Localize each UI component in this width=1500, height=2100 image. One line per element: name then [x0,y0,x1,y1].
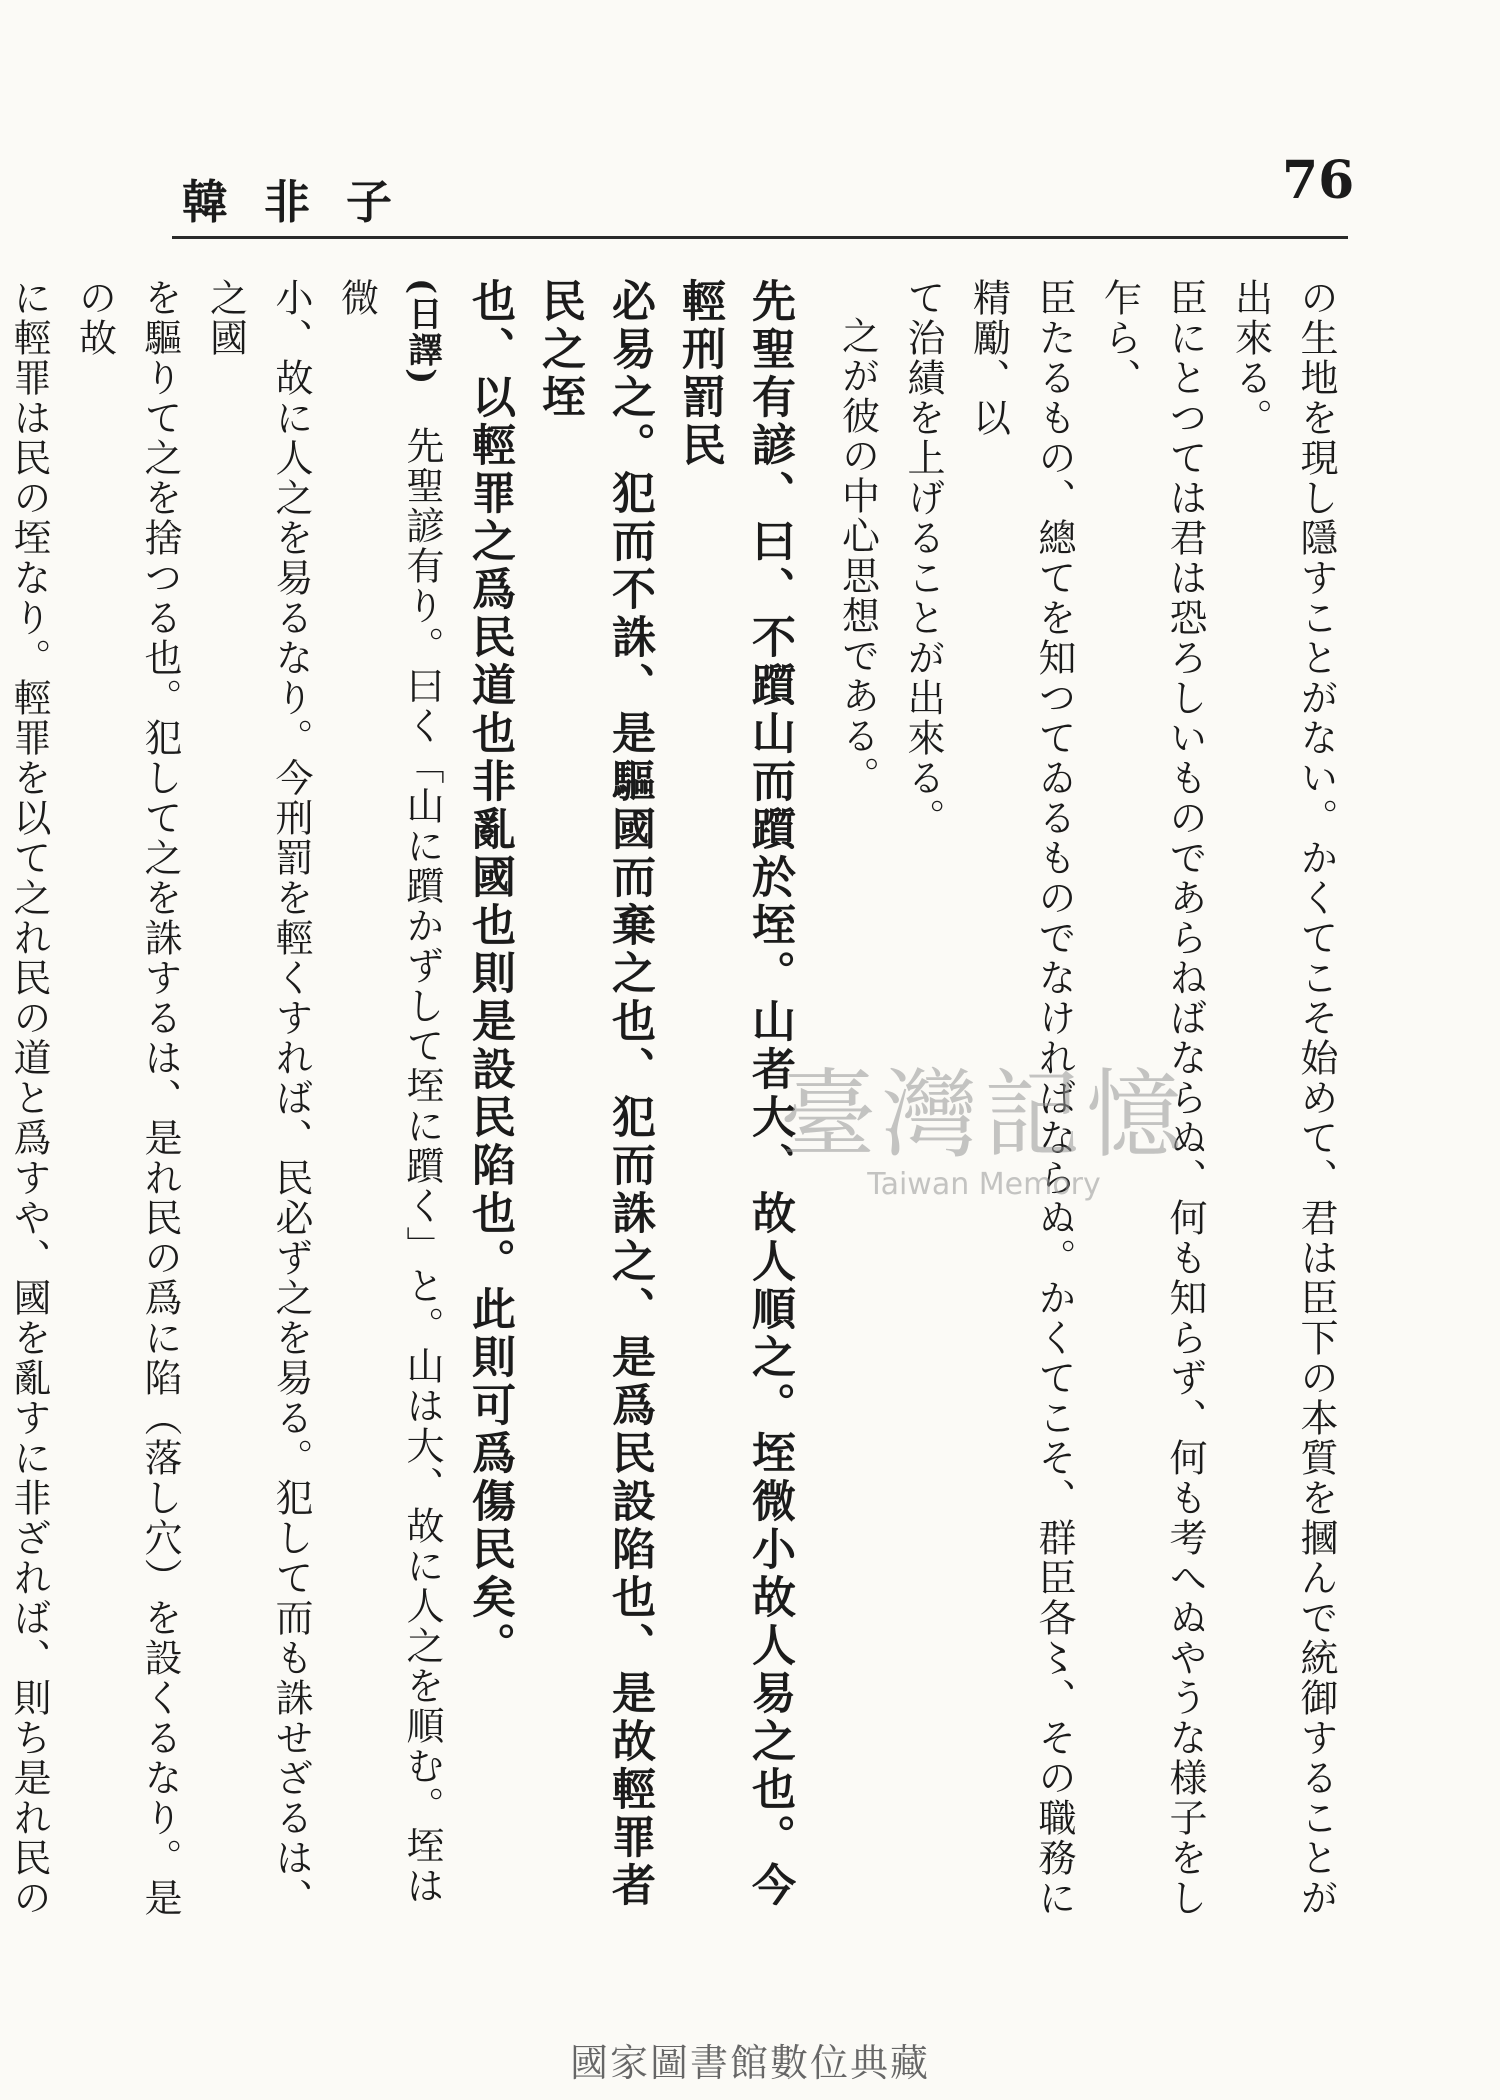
translation-label: (日譯) [402,278,442,387]
paragraph-line: 臣たるもの、總てを知つてゐるものでなければならぬ。かくてこそ、群臣各〻、その職務に精勵、以 [966,278,1076,1918]
running-head-title: 韓非子 [182,175,428,229]
translation-line: を驅りて之を捨つる也。犯して之を誅するは、是れ民の爲に陷（落し穴）を設くるなり。是の故 [72,278,182,1918]
paragraph-line: て治績を上げることが出來る。 [901,278,945,838]
translation-line: 小、故に人之を易るなり。今刑罰を輕くすれば、民必ず之を易る。犯して而も誅せざるは、之國 [203,278,313,1918]
footer-credit: 國家圖書館數位典藏 [569,2041,930,2085]
paragraph-line: 之が彼の中心思想である。 [835,316,880,796]
page-number: 76 [1282,150,1355,211]
header-rule [172,236,1348,239]
translation-line: に輕罪は民の垤なり。輕罪を以て之れ民の道と爲すや、國を亂すに非ざれば、則ち是れ民の [7,278,51,1918]
translation-line [323,278,454,1938]
watermark-subtext: Taiwan Memory [867,1167,1101,1202]
paragraph-line: 臣にとつては君は恐ろしいものであらねばならぬ、何も知らず、何も考へぬやうな様子をし乍ら、 [1097,278,1207,1918]
classical-text-line: 也、以輕罪之爲民道也非亂國也則是設民陷也。此則可爲傷民矣。 [464,278,515,1670]
classical-text-line: 必易之。犯而不誅、是驅國而棄之也、犯而誅之、是爲民設陷也、是故輕罪者民之垤 [534,278,655,1910]
translation-text: 先聖諺有り。曰く「山に躓かずして垤に躓く」と。山は大、故に人之を順む。垤は微 [334,278,444,1907]
page-body [7,278,1348,1938]
watermark-text: 臺灣記憶 [780,1059,1188,1171]
paragraph-line: の生地を現し隱すことがない。かくてこそ始めて、君は臣下の本質を摑んで統御することが出來る。 [1228,278,1338,1918]
classical-text-line: 先聖有諺、曰、不躓山而躓於垤。山者大、故人順之。垤微小故人易之也。今輕刑罰民 [674,278,795,1910]
